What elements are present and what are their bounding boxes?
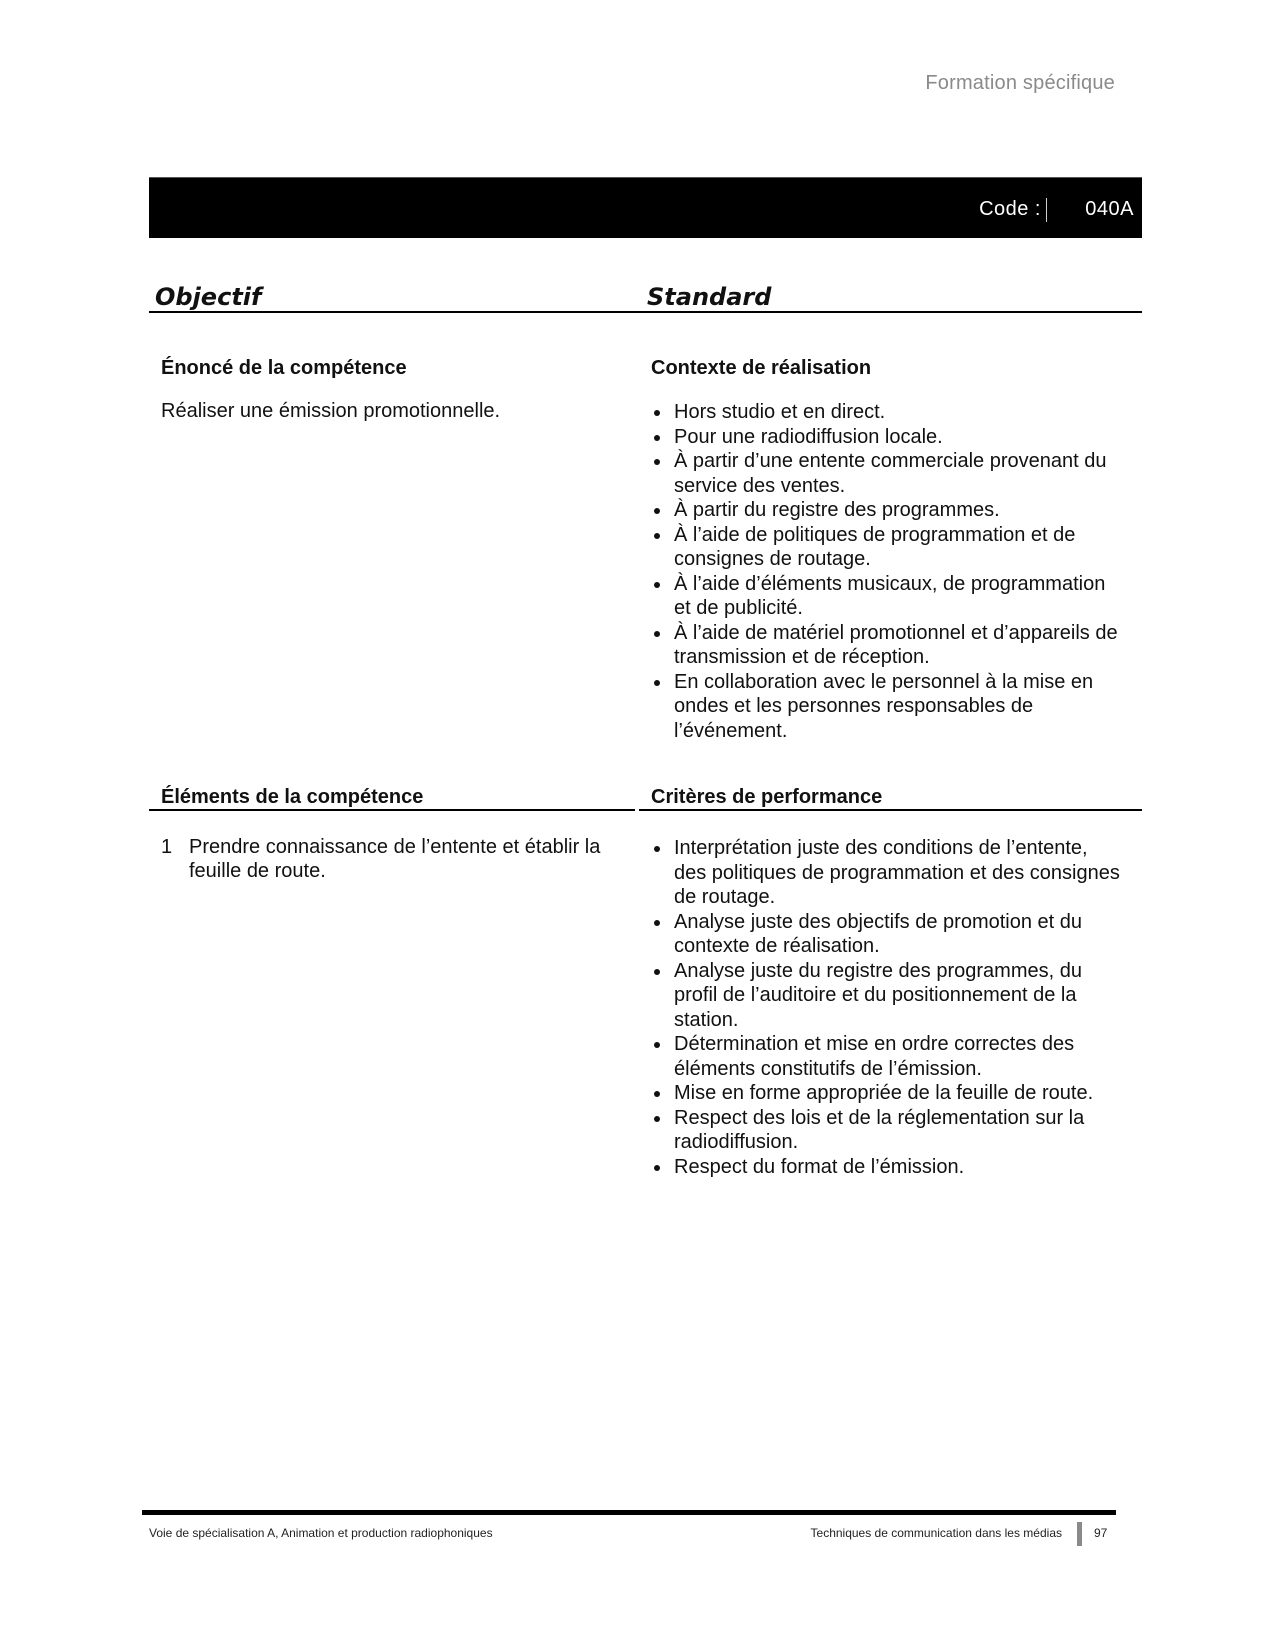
contexte-title: Contexte de réalisation [651, 357, 872, 379]
enonce-text: Réaliser une émission promotionnelle. [161, 400, 501, 422]
critere-item: Respect du format de l’émission. [651, 1155, 1121, 1180]
criteres-rule [639, 809, 1142, 811]
code-value: 040A [1085, 198, 1134, 220]
code-label: Code : [979, 198, 1041, 220]
footer-right-text: Techniques de communication dans les médias [810, 1526, 1062, 1540]
column-heading-objectif: Objectif [155, 283, 262, 311]
contexte-item: À partir d’une entente commerciale provenant du service des ventes. [651, 449, 1121, 498]
contexte-item: À partir du registre des programmes. [651, 498, 1121, 523]
critere-item: Respect des lois et de la réglementation sur la radiodiffusion. [651, 1106, 1121, 1155]
elements-list [161, 835, 621, 883]
column-heading-rule [149, 311, 1142, 313]
footer-marker [1077, 1522, 1082, 1546]
contexte-item: Hors studio et en direct. [651, 400, 1121, 425]
element-item [161, 835, 621, 883]
contexte-item: À l’aide d’éléments musicaux, de programmation et de publicité. [651, 572, 1121, 621]
footer-rule [142, 1510, 1116, 1515]
critere-item: Analyse juste des objectifs de promotion et du contexte de réalisation. [651, 910, 1121, 959]
elements-rule [149, 809, 635, 811]
contexte-item: À l’aide de matériel promotionnel et d’appareils de transmission et de réception. [651, 621, 1121, 670]
enonce-title: Énoncé de la compétence [161, 357, 407, 379]
element-text: Prendre connaissance de l’entente et établir la feuille de route. [189, 836, 601, 882]
critere-item: Interprétation juste des conditions de l’entente, des politiques de programmation et des consignes de routage. [651, 836, 1121, 910]
contexte-list [651, 400, 1121, 743]
criteres-list [651, 836, 1121, 1179]
critere-item: Mise en forme appropriée de la feuille de route. [651, 1081, 1121, 1106]
code-bar [149, 177, 1142, 238]
page-number: 97 [1094, 1526, 1108, 1540]
column-heading-standard: Standard [647, 283, 772, 311]
contexte-item: En collaboration avec le personnel à la mise en ondes et les personnes responsables de l’événement. [651, 670, 1121, 744]
element-number: 1 [161, 836, 173, 858]
footer-left-text: Voie de spécialisation A, Animation et production radiophoniques [149, 1526, 493, 1540]
contexte-item: Pour une radiodiffusion locale. [651, 425, 1121, 450]
criteres-title: Critères de performance [651, 786, 883, 808]
critere-item: Analyse juste du registre des programmes, du profil de l’auditoire et du positionnement de la station. [651, 959, 1121, 1033]
contexte-item: À l’aide de politiques de programmation et de consignes de routage. [651, 523, 1121, 572]
critere-item: Détermination et mise en ordre correctes des éléments constitutifs de l’émission. [651, 1032, 1121, 1081]
running-header: Formation spécifique [925, 72, 1115, 94]
elements-title: Éléments de la compétence [161, 786, 424, 808]
code-separator [1046, 198, 1047, 222]
